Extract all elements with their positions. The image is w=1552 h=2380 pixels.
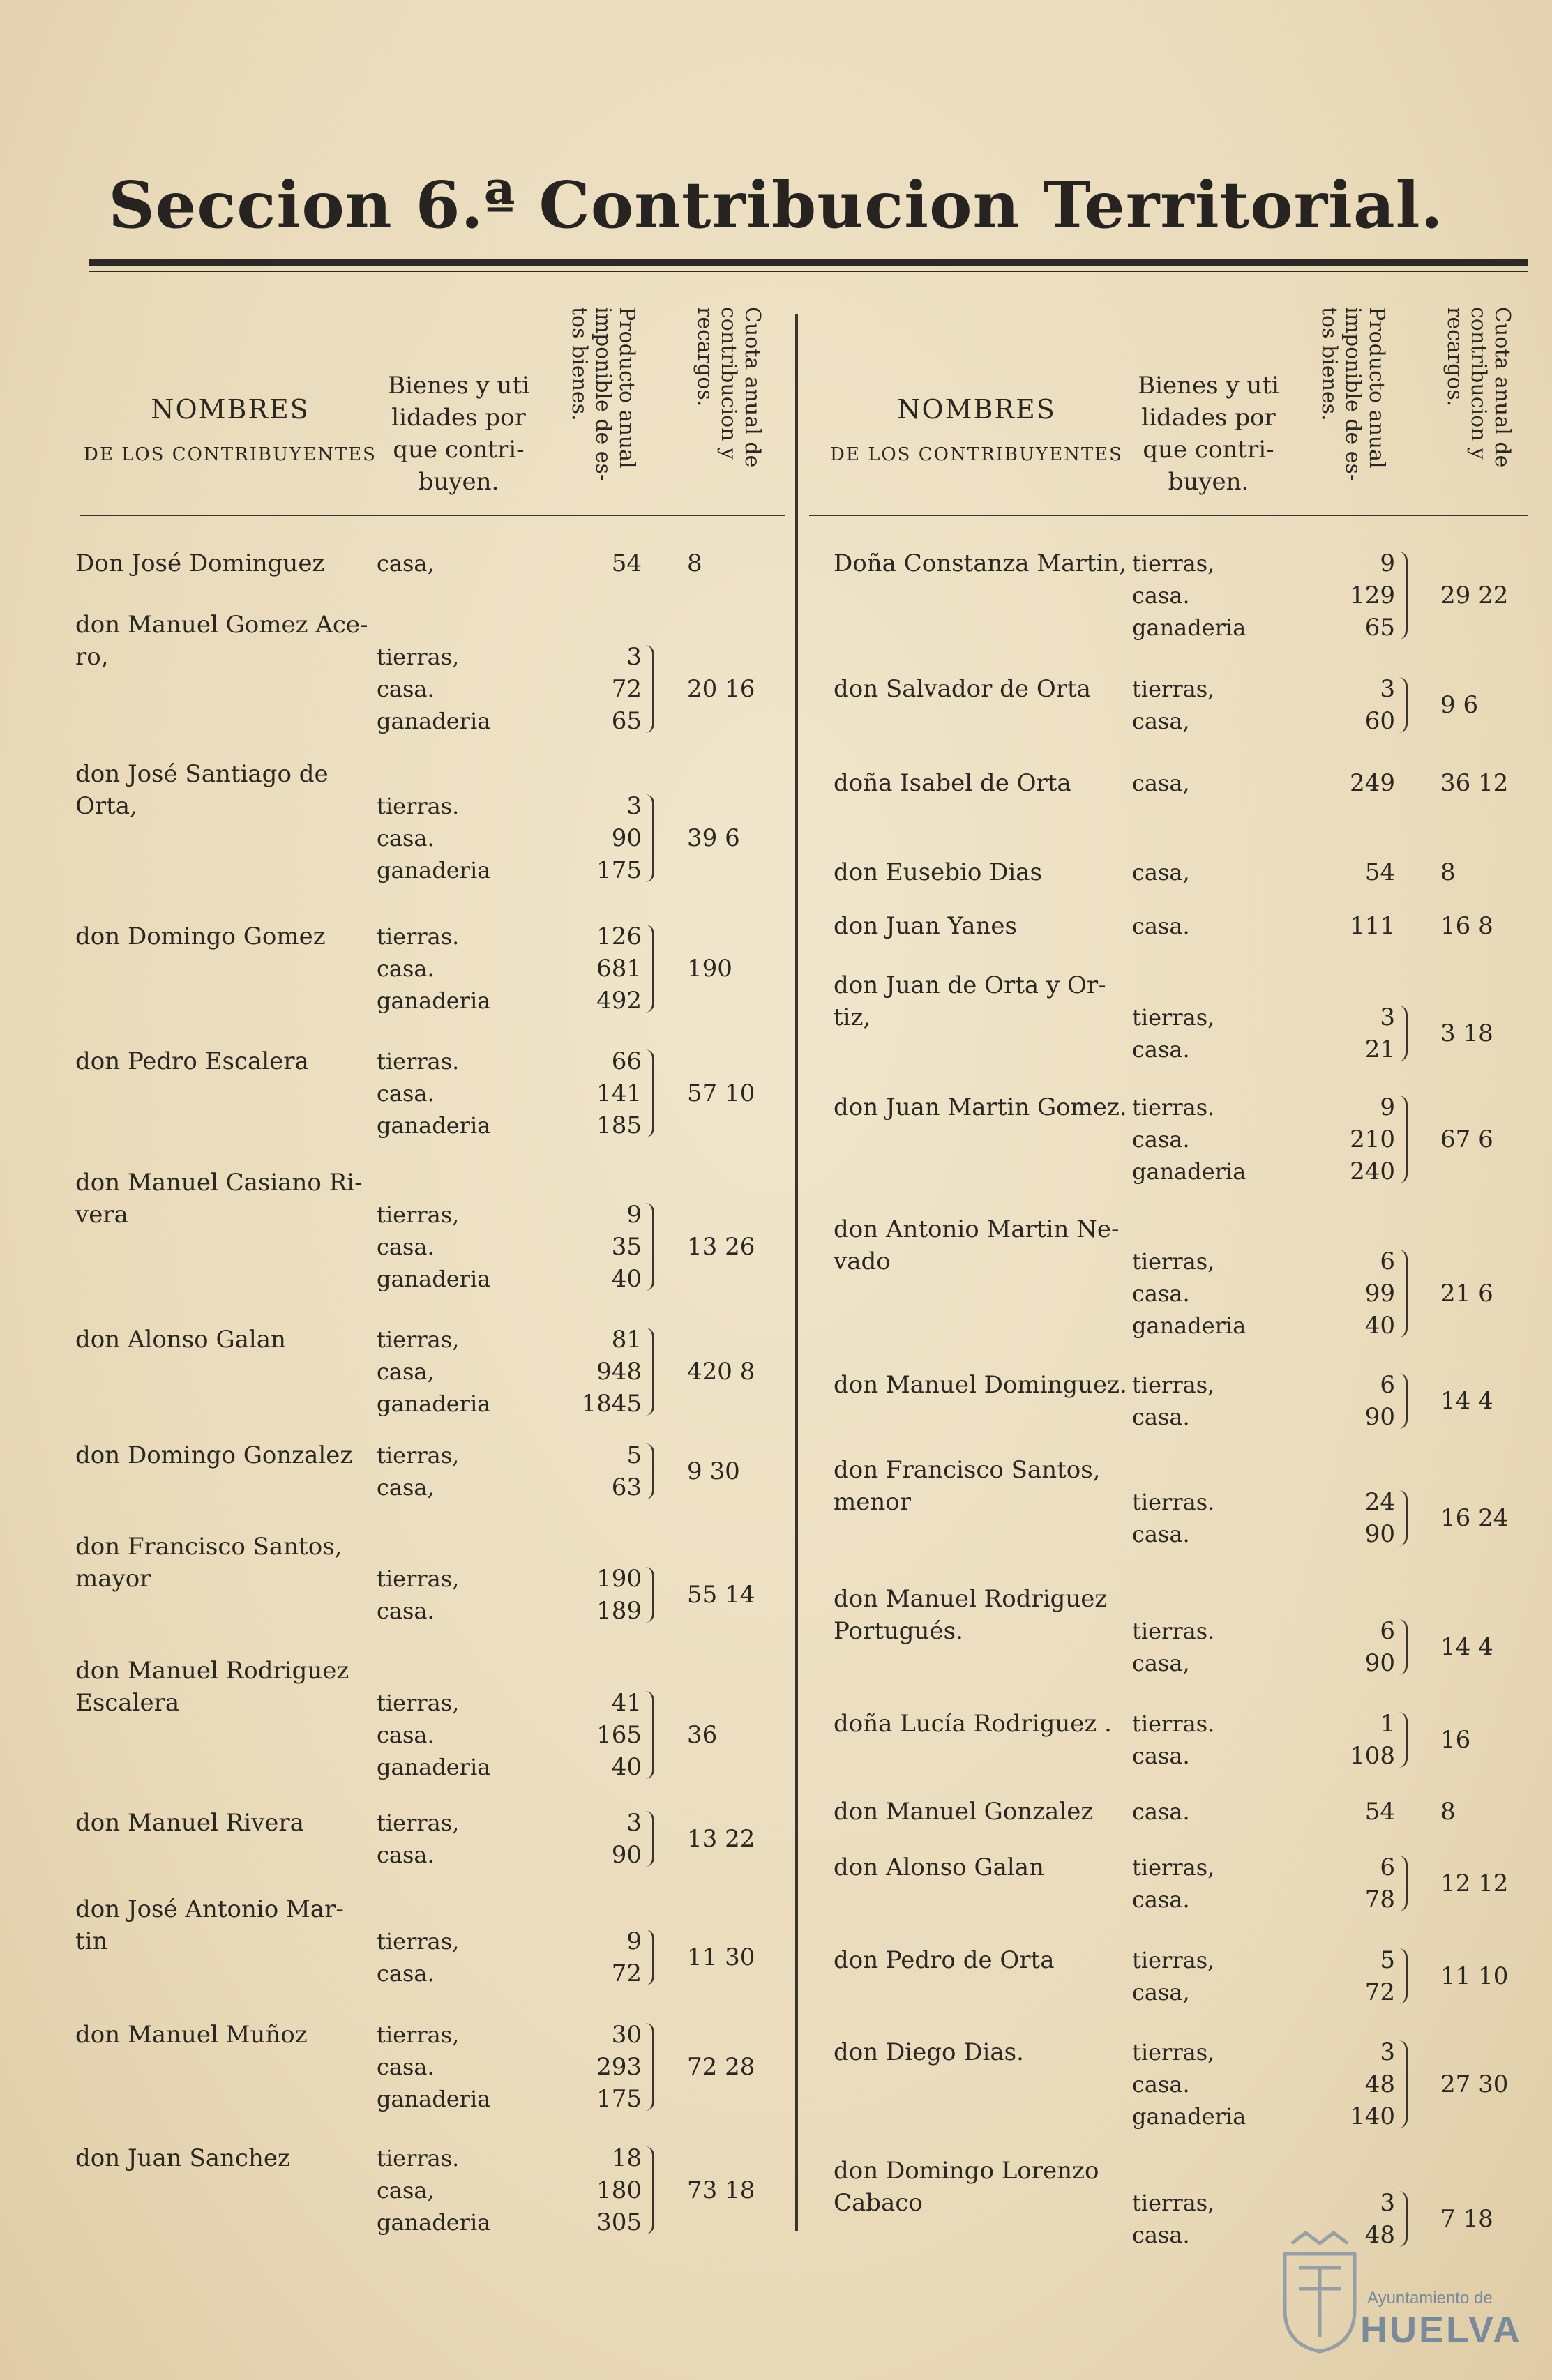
good-type: ganaderia [377, 1112, 491, 1139]
producto-value: 21 [1364, 1036, 1395, 1063]
good-type: casa. [377, 1598, 435, 1624]
good-type: casa, [377, 1358, 435, 1385]
contributor-name: don Antonio Martin Ne- [834, 1215, 1120, 1243]
header-cuota-left: Cuota anual de contribucion y recargos. [693, 307, 764, 468]
good-type: tierras, [377, 1690, 460, 1716]
producto-value: 3 [1380, 1003, 1395, 1031]
contributor-name: don Francisco Santos, [75, 1533, 342, 1561]
title-rule [89, 259, 1528, 266]
brace-bracket [1399, 1373, 1408, 1429]
contributor-name: don Domingo Lorenzo [834, 2157, 1099, 2185]
contributor-name: don Juan Yanes [834, 912, 1017, 940]
good-type: tierras, [1132, 676, 1215, 702]
cuota-value: 11 10 [1440, 1962, 1509, 1990]
producto-value: 180 [596, 2176, 642, 2204]
contributor-name: Escalera [75, 1689, 180, 1717]
producto-value: 210 [1350, 1125, 1395, 1153]
header-names-subtitle: DE LOS CONTRIBUYENTES [830, 444, 1123, 465]
producto-value: 66 [611, 1047, 642, 1075]
cuota-value: 14 4 [1440, 1387, 1493, 1415]
producto-value: 18 [611, 2144, 642, 2172]
cuota-value: 20 16 [687, 675, 755, 703]
producto-value: 63 [611, 1473, 642, 1501]
good-type: casa. [377, 1722, 435, 1748]
good-type: tierras. [1132, 1618, 1215, 1644]
producto-value: 24 [1364, 1488, 1395, 1516]
contributor-name: Orta, [75, 792, 137, 820]
cuota-value: 8 [1440, 858, 1456, 886]
cuota-value: 27 30 [1440, 2070, 1509, 2098]
producto-value: 1 [1380, 1710, 1395, 1738]
producto-value: 65 [611, 707, 642, 735]
producto-value: 240 [1350, 1158, 1395, 1185]
good-type: casa. [1132, 1404, 1190, 1430]
good-type: tierras. [1132, 1489, 1215, 1515]
contributor-name: vera [75, 1201, 128, 1229]
producto-value: 48 [1364, 2221, 1395, 2249]
good-type: casa. [1132, 1126, 1190, 1153]
brace-bracket [1399, 1096, 1408, 1183]
producto-value: 6 [1380, 1854, 1395, 1881]
contributor-name: don Manuel Gonzalez [834, 1798, 1094, 1826]
cuota-value: 21 6 [1440, 1280, 1493, 1308]
producto-value: 3 [1380, 2038, 1395, 2066]
good-type: casa, [1132, 1650, 1190, 1676]
producto-value: 9 [1380, 1093, 1395, 1121]
producto-value: 60 [1364, 707, 1395, 735]
cuota-value: 190 [687, 955, 732, 983]
brace-bracket [645, 925, 654, 1013]
cuota-value: 73 18 [687, 2176, 755, 2204]
good-type: casa, [1132, 770, 1190, 796]
header-bienes-line: lidades por [1141, 404, 1276, 432]
contributor-name: don Manuel Rodriguez [75, 1657, 349, 1685]
producto-value: 30 [611, 2021, 642, 2049]
good-type: tierras, [377, 1442, 460, 1469]
good-type: tierras, [1132, 1854, 1215, 1881]
producto-value: 190 [596, 1565, 642, 1593]
good-type: ganaderia [377, 1266, 491, 1292]
cuota-value: 39 6 [687, 824, 740, 852]
good-type: casa. [377, 1960, 435, 1987]
contributor-name: Doña Constanza Martin, [834, 549, 1127, 577]
header-rule-left [80, 515, 785, 516]
contributor-name: Portugués. [834, 1617, 963, 1645]
cuota-value: 13 22 [687, 1825, 755, 1853]
producto-value: 81 [611, 1326, 642, 1354]
contributor-name: don José Antonio Mar- [75, 1895, 344, 1923]
producto-value: 90 [1364, 1649, 1395, 1677]
brace-bracket [645, 1930, 654, 1985]
good-type: ganaderia [377, 2086, 491, 2112]
producto-value: 78 [1364, 1886, 1395, 1913]
header-bienes-line: buyen. [418, 468, 499, 496]
good-type: ganaderia [1132, 2103, 1246, 2130]
brace-bracket [1399, 1856, 1408, 1911]
producto-value: 492 [596, 987, 642, 1015]
contributor-name: Don José Dominguez [75, 549, 325, 577]
good-type: tierras, [377, 1566, 460, 1592]
good-type: tierras. [377, 793, 460, 819]
good-type: tierras, [377, 644, 460, 670]
good-type: tierras, [1132, 550, 1215, 577]
contributor-name: don Domingo Gomez [75, 923, 326, 950]
good-type: casa, [377, 1474, 435, 1501]
good-type: ganaderia [1132, 1312, 1246, 1339]
good-type: tierras, [1132, 1947, 1215, 1973]
contributor-name: tiz, [834, 1003, 871, 1031]
good-type: casa. [1132, 582, 1190, 609]
contributor-name: mayor [75, 1565, 151, 1593]
logo-text-small: Ayuntamiento de [1367, 2289, 1493, 2307]
header-producto-right: Producto anual imponible de es- tos bienes. [1317, 307, 1389, 482]
brace-bracket [1399, 1490, 1408, 1546]
contributor-name: don Domingo Gonzalez [75, 1441, 353, 1469]
good-type: ganaderia [377, 1390, 491, 1417]
header-bienes-line: buyen. [1168, 468, 1249, 496]
header-names-left [84, 394, 377, 465]
contributor-name: doña Isabel de Orta [834, 769, 1071, 797]
contributor-name: don Manuel Casiano Ri- [75, 1169, 363, 1197]
contributor-name: don Manuel Rodriguez [834, 1585, 1108, 1613]
producto-value: 99 [1364, 1280, 1395, 1308]
good-type: casa. [377, 1080, 435, 1107]
producto-value: 140 [1350, 2102, 1395, 2130]
brace-bracket [645, 2023, 654, 2111]
good-type: casa. [1132, 2071, 1190, 2098]
good-type: tierras, [1132, 1372, 1215, 1398]
producto-value: 185 [596, 1112, 642, 1139]
contributor-name: don Manuel Gomez Ace- [75, 611, 368, 639]
good-type: casa. [377, 676, 435, 702]
good-type: casa. [377, 1842, 435, 1868]
producto-value: 129 [1350, 582, 1395, 609]
producto-value: 90 [611, 1841, 642, 1869]
good-type: casa. [1132, 1521, 1190, 1547]
contributor-name: vado [834, 1248, 891, 1275]
good-type: tierras. [377, 2145, 460, 2171]
good-type: casa, [377, 2177, 435, 2204]
good-type: casa. [1132, 1798, 1190, 1825]
good-type: casa. [377, 955, 435, 982]
contributor-name: don Pedro de Orta [834, 1946, 1055, 1974]
good-type: tierras. [377, 1048, 460, 1075]
good-type: ganaderia [377, 987, 491, 1014]
cuota-value: 9 30 [687, 1457, 740, 1485]
producto-value: 90 [611, 824, 642, 852]
contributor-name: don Alonso Galan [75, 1326, 286, 1354]
good-type: casa. [377, 1234, 435, 1260]
cuota-value: 13 26 [687, 1233, 755, 1261]
good-type: ganaderia [377, 1754, 491, 1780]
brace-bracket [1399, 1250, 1408, 1337]
producto-value: 6 [1380, 1617, 1395, 1645]
cuota-value: 67 6 [1440, 1125, 1493, 1153]
good-type: tierras, [377, 1202, 460, 1228]
good-type: casa, [1132, 708, 1190, 734]
producto-value: 48 [1364, 2070, 1395, 2098]
contributor-name: menor [834, 1488, 911, 1516]
producto-value: 1845 [581, 1390, 642, 1418]
producto-value: 126 [596, 923, 642, 950]
header-bienes-line: Bienes y uti [388, 372, 529, 400]
header-bienes-line: Bienes y uti [1138, 372, 1279, 400]
good-type: ganaderia [1132, 614, 1246, 641]
contributor-name: ro, [75, 643, 109, 671]
producto-value: 72 [611, 675, 642, 703]
header-producto-left: Producto anual imponible de es- tos bienes. [567, 307, 639, 482]
producto-value: 40 [611, 1753, 642, 1781]
producto-value: 9 [626, 1201, 642, 1229]
good-type: ganaderia [377, 857, 491, 884]
producto-value: 9 [1380, 549, 1395, 577]
producto-value: 249 [1350, 769, 1395, 797]
good-type: ganaderia [377, 2209, 491, 2236]
header-names-title: NOMBRES [897, 394, 1056, 425]
cuota-value: 14 4 [1440, 1633, 1493, 1661]
page-title: Seccion 6.ª Contribucion Territorial. [108, 167, 1444, 243]
good-type: tierras, [1132, 1248, 1215, 1275]
producto-value: 40 [611, 1265, 642, 1293]
cuota-value: 3 18 [1440, 1020, 1493, 1047]
producto-value: 3 [1380, 2189, 1395, 2217]
producto-value: 9 [626, 1927, 642, 1955]
cuota-value: 36 12 [1440, 769, 1509, 797]
cuota-value: 7 18 [1440, 2205, 1493, 2233]
producto-value: 54 [1364, 858, 1395, 886]
producto-value: 108 [1350, 1742, 1395, 1770]
header-rule-right [809, 515, 1528, 516]
contributor-name: don Manuel Rivera [75, 1809, 304, 1837]
header-bienes-line: lidades por [391, 404, 526, 432]
header-names-title: NOMBRES [151, 394, 310, 425]
cuota-value: 16 [1440, 1726, 1471, 1754]
producto-value: 111 [1350, 912, 1395, 940]
cuota-value: 11 30 [687, 1943, 755, 1971]
good-type: tierras, [377, 1810, 460, 1836]
good-type: casa. [1132, 2222, 1190, 2248]
good-type: tierras. [377, 923, 460, 950]
brace-bracket [645, 2146, 654, 2234]
good-type: tierras, [377, 1326, 460, 1353]
good-type: casa. [1132, 913, 1190, 939]
brace-bracket [1399, 552, 1408, 639]
title-rule-thin [89, 271, 1528, 272]
contributor-name: don Pedro Escalera [75, 1047, 309, 1075]
header-cuota-right: Cuota anual de contribucion y recargos. [1442, 307, 1514, 468]
cuota-value: 12 12 [1440, 1870, 1509, 1897]
producto-value: 5 [626, 1441, 642, 1469]
contributor-name: don Juan Sanchez [75, 2144, 290, 2172]
header-bienes-right [1130, 370, 1287, 498]
good-type: casa. [377, 825, 435, 851]
header-bienes-line: que contri- [393, 436, 525, 464]
brace-bracket [1399, 1948, 1408, 2004]
contributor-name: don Francisco Santos, [834, 1456, 1101, 1484]
brace-bracket [645, 1049, 654, 1137]
cuota-value: 72 28 [687, 2053, 755, 2081]
producto-value: 3 [626, 1809, 642, 1837]
producto-value: 54 [1364, 1798, 1395, 1826]
logo-text-big: HUELVA [1360, 2309, 1522, 2351]
brace-bracket [1399, 677, 1408, 733]
brace-bracket [645, 645, 654, 733]
good-type: casa, [377, 550, 435, 577]
producto-value: 681 [596, 955, 642, 983]
cuota-value: 16 24 [1440, 1504, 1509, 1532]
good-type: casa, [1132, 859, 1190, 886]
producto-value: 3 [626, 792, 642, 820]
brace-bracket [645, 1328, 654, 1416]
good-type: tierras, [1132, 2039, 1215, 2066]
producto-value: 189 [596, 1597, 642, 1625]
producto-value: 90 [1364, 1403, 1395, 1431]
good-type: casa, [1132, 1979, 1190, 2006]
producto-value: 6 [1380, 1248, 1395, 1275]
cuota-value: 8 [1440, 1798, 1456, 1826]
cuota-value: 57 10 [687, 1079, 755, 1107]
contributor-name: tin [75, 1927, 108, 1955]
cuota-value: 8 [687, 549, 702, 577]
brace-bracket [1399, 1712, 1408, 1768]
header-names-right [830, 394, 1123, 465]
producto-value: 6 [1380, 1371, 1395, 1399]
header-bienes-left [380, 370, 537, 498]
good-type: ganaderia [1132, 1158, 1246, 1185]
producto-value: 54 [611, 549, 642, 577]
brace-bracket [645, 1567, 654, 1623]
cuota-value: 29 22 [1440, 582, 1509, 609]
brace-bracket [645, 1203, 654, 1291]
producto-value: 65 [1364, 614, 1395, 642]
producto-value: 41 [611, 1689, 642, 1717]
contributor-name: don Salvador de Orta [834, 675, 1091, 703]
cuota-value: 36 [687, 1721, 718, 1749]
producto-value: 3 [626, 643, 642, 671]
good-type: tierras, [1132, 1004, 1215, 1031]
brace-bracket [645, 1691, 654, 1779]
contributor-name: doña Lucía Rodriguez . [834, 1710, 1112, 1738]
good-type: tierras, [377, 2022, 460, 2048]
good-type: casa. [1132, 1280, 1190, 1307]
producto-value: 175 [596, 856, 642, 884]
good-type: casa. [1132, 1036, 1190, 1063]
brace-bracket [1399, 2040, 1408, 2128]
contributor-name: Cabaco [834, 2189, 923, 2217]
cuota-value: 55 14 [687, 1581, 755, 1609]
good-type: casa. [1132, 1743, 1190, 1769]
good-type: tierras. [1132, 1711, 1215, 1737]
producto-value: 72 [1364, 1978, 1395, 2006]
producto-value: 35 [611, 1233, 642, 1261]
cuota-value: 16 8 [1440, 912, 1493, 940]
producto-value: 175 [596, 2085, 642, 2113]
producto-value: 90 [1364, 1520, 1395, 1548]
producto-value: 165 [596, 1721, 642, 1749]
contributor-name: don Alonso Galan [834, 1854, 1044, 1881]
cuota-value: 420 8 [687, 1358, 755, 1386]
good-type: casa. [1132, 1886, 1190, 1913]
good-type: tierras. [1132, 1094, 1215, 1121]
good-type: tierras, [377, 1928, 460, 1955]
good-type: casa. [377, 2054, 435, 2080]
good-type: ganaderia [377, 708, 491, 734]
column-divider [795, 314, 798, 2231]
producto-value: 141 [596, 1079, 642, 1107]
producto-value: 40 [1364, 1312, 1395, 1340]
producto-value: 948 [596, 1358, 642, 1386]
header-names-subtitle: DE LOS CONTRIBUYENTES [84, 444, 377, 465]
contributor-name: don Juan de Orta y Or- [834, 971, 1106, 999]
brace-bracket [645, 1811, 654, 1867]
contributor-name: don Manuel Muñoz [75, 2021, 308, 2049]
producto-value: 305 [596, 2208, 642, 2236]
brace-bracket [645, 794, 654, 882]
producto-value: 5 [1380, 1946, 1395, 1974]
contributor-name: don Manuel Dominguez. [834, 1371, 1127, 1399]
good-type: tierras, [1132, 2190, 1215, 2216]
header-bienes-line: que contri- [1143, 436, 1274, 464]
cuota-value: 9 6 [1440, 691, 1479, 719]
contributor-name: don Eusebio Dias [834, 858, 1042, 886]
contributor-name: don Juan Martin Gomez. [834, 1093, 1127, 1121]
contributor-name: don José Santiago de [75, 760, 329, 788]
producto-value: 3 [1380, 675, 1395, 703]
brace-bracket [645, 1443, 654, 1499]
brace-bracket [1399, 1619, 1408, 1675]
brace-bracket [1399, 1006, 1408, 1061]
contributor-name: don Diego Dias. [834, 2038, 1024, 2066]
producto-value: 293 [596, 2053, 642, 2081]
producto-value: 72 [611, 1960, 642, 1987]
